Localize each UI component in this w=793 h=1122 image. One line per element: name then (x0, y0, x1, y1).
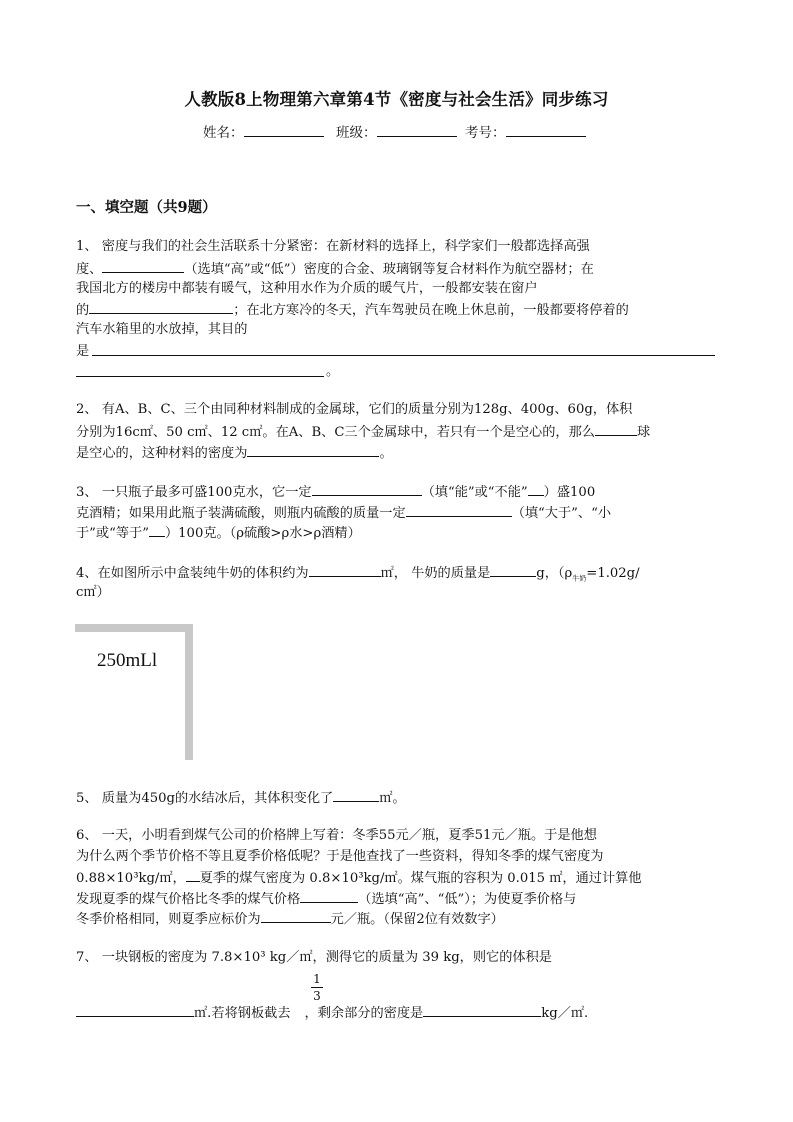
carton-top-edge (75, 624, 193, 632)
q3-blank-1b[interactable] (528, 481, 544, 496)
fraction-bar (311, 987, 323, 988)
q7-text: ㎡.若将钢板截去 (194, 1006, 291, 1021)
q4-subscript: 牛奶 (572, 574, 587, 583)
q2-text: 分别为16c㎡、50 c㎡、12 c㎡。在A、B、C三个金属球中，若只有一个是空心的，那么 (76, 425, 595, 440)
q3-blank-1[interactable] (312, 481, 422, 496)
q6-line-3 (76, 867, 642, 889)
q6-line-2: 为什么两个季节价格不等且夏季价格低呢？于是他查找了一些资料，得知冬季的煤气密度为 (76, 849, 604, 864)
q2-text: 。 (379, 446, 393, 461)
q2-blank-1[interactable] (595, 421, 637, 436)
q3-line-1 (76, 481, 595, 503)
q4-text: ㎡， 牛奶的质量是 (380, 566, 491, 581)
q2-line-3 (76, 442, 393, 464)
q5-line (76, 787, 406, 809)
q2-line-1: 2、 有A、B、C、三个由同种材料制成的金属球，它们的质量分别为128g、400g、60g，体积 (76, 402, 633, 417)
q6-blank-0[interactable] (186, 867, 200, 882)
q7-blank-2[interactable] (423, 1002, 541, 1017)
q7-blank-1[interactable] (76, 1002, 194, 1017)
q6-text: 发现夏季的煤气价格比冬季的煤气价格 (76, 892, 301, 907)
q7-text: ，剩余部分的密度是 (304, 1006, 424, 1021)
q3-line-3 (76, 522, 361, 544)
q1-line-1: 1、 密度与我们的社会生活联系十分紧密：在新材料的选择上，科学家们一般都选择高强 (76, 239, 590, 254)
q6-text: 冬季价格相同，则夏季应标价为 (76, 912, 261, 927)
q1-blank-3[interactable] (92, 355, 715, 356)
q5-text: 5、 质量为450g的水结冰后，其体积变化了 (76, 791, 334, 806)
exam-no-field[interactable] (465, 121, 586, 141)
fraction-numerator: 1 (313, 972, 321, 986)
q2-blank-2[interactable] (247, 442, 379, 457)
q6-blank-1[interactable] (300, 888, 358, 903)
milk-carton-figure (75, 624, 193, 760)
exam-no-label: 考号： (465, 125, 506, 141)
q1-line-4 (76, 299, 629, 321)
q3-text: ）盛100 (543, 485, 596, 500)
q6-line-1: 6、 一天，小明看到煤气公司的价格牌上写着：冬季55元／瓶，夏季51元／瓶。于是他想 (76, 828, 597, 843)
q1-line-5: 汽车水箱里的水放掉，其目的 (76, 322, 248, 337)
q3-text: ）100克。（ρ硫酸>ρ水>ρ酒精） (164, 526, 361, 541)
q4-text: =1.02g/ (586, 566, 640, 581)
q6-text: 0.88×10³kg/㎡， (76, 871, 186, 886)
q3-text: （填“大于”、“小 (511, 506, 612, 521)
q3-text: （填“能”或“不能” (421, 485, 528, 500)
q6-text: 元／瓶。（保留2位有效数字） (330, 912, 504, 927)
exam-no-blank[interactable] (506, 122, 586, 137)
carton-label: 250mLl (97, 650, 158, 671)
q1-blank-2[interactable] (89, 299, 233, 314)
q1-line-3: 我国北方的楼房中都装有暖气，这种用水作为介质的暖气片，一般都安装在窗户 (76, 281, 538, 296)
q3-text: 于”或“等于” (76, 526, 149, 541)
q3-line-2 (76, 502, 611, 524)
q5-blank[interactable] (333, 787, 379, 802)
q1-line-2 (76, 258, 594, 280)
q4-blank-2[interactable] (490, 562, 536, 577)
class-field[interactable] (336, 121, 457, 141)
q1-text: （选填“高”或“低”）密度的合金、玻璃钢等复合材料作为航空器材；在 (184, 262, 594, 277)
q7-line-2 (76, 1002, 588, 1024)
q2-text: 球 (637, 425, 651, 440)
q7-line-1: 7、 一块钢板的密度为 7.8×10³ kg／㎡，测得它的质量为 39 kg，则它的体积是 (76, 950, 552, 965)
fraction-denominator: 3 (313, 989, 321, 1003)
q3-blank-2[interactable] (406, 502, 512, 517)
q2-text: 是空心的，这种材料的密度为 (76, 446, 248, 461)
q1-line-6: 是 (76, 344, 90, 359)
q5-text: ㎡。 (379, 791, 406, 806)
section-heading: 一、填空题（共9题） (76, 199, 217, 216)
q4-text: 4、在如图所示中盒装纯牛奶的体积约为 (76, 566, 309, 581)
q1-text: ；在北方寒冷的冬天，汽车驾驶员在晚上休息前，一般都要将停着的 (233, 303, 629, 318)
fraction-one-third (311, 972, 323, 1003)
page-title: 人教版8上物理第六章第4节《密度与社会生活》同步练习 (184, 90, 609, 109)
q2-line-2 (76, 421, 650, 443)
class-blank[interactable] (377, 122, 457, 137)
q1-blank-1[interactable] (102, 258, 184, 273)
q6-line-5 (76, 908, 504, 930)
q3-blank-3[interactable] (149, 522, 165, 537)
q3-text: 3、 一只瓶子最多可盛100克水，它一定 (76, 485, 312, 500)
q1-blank-3-continued[interactable] (76, 376, 324, 377)
class-label: 班级： (336, 125, 377, 141)
name-field[interactable] (203, 121, 324, 141)
q6-blank-2[interactable] (261, 908, 331, 923)
q4-line-1 (76, 562, 640, 589)
q6-text: （选填“高”、“低”）；为使夏季价格与 (358, 892, 577, 907)
q1-text: 度、 (76, 262, 103, 277)
q3-text: 克酒精；如果用此瓶子装满硫酸，则瓶内硫酸的质量一定 (76, 506, 406, 521)
q6-text: 夏季的煤气密度为 0.8×10³kg/㎡。煤气瓶的容积为 0.015 ㎡，通过计算他 (199, 871, 642, 886)
carton-side-edge (185, 624, 193, 760)
q1-end: 。 (326, 364, 340, 379)
q1-text: 的 (76, 303, 90, 318)
q4-line-2: c㎡） (76, 585, 110, 600)
q6-line-4 (76, 888, 576, 910)
name-blank[interactable] (244, 122, 324, 137)
q7-text: kg／㎡. (541, 1006, 589, 1021)
q4-text: g，（ρ (536, 566, 573, 581)
name-label: 姓名： (203, 125, 244, 141)
q4-blank-1[interactable] (309, 562, 381, 577)
